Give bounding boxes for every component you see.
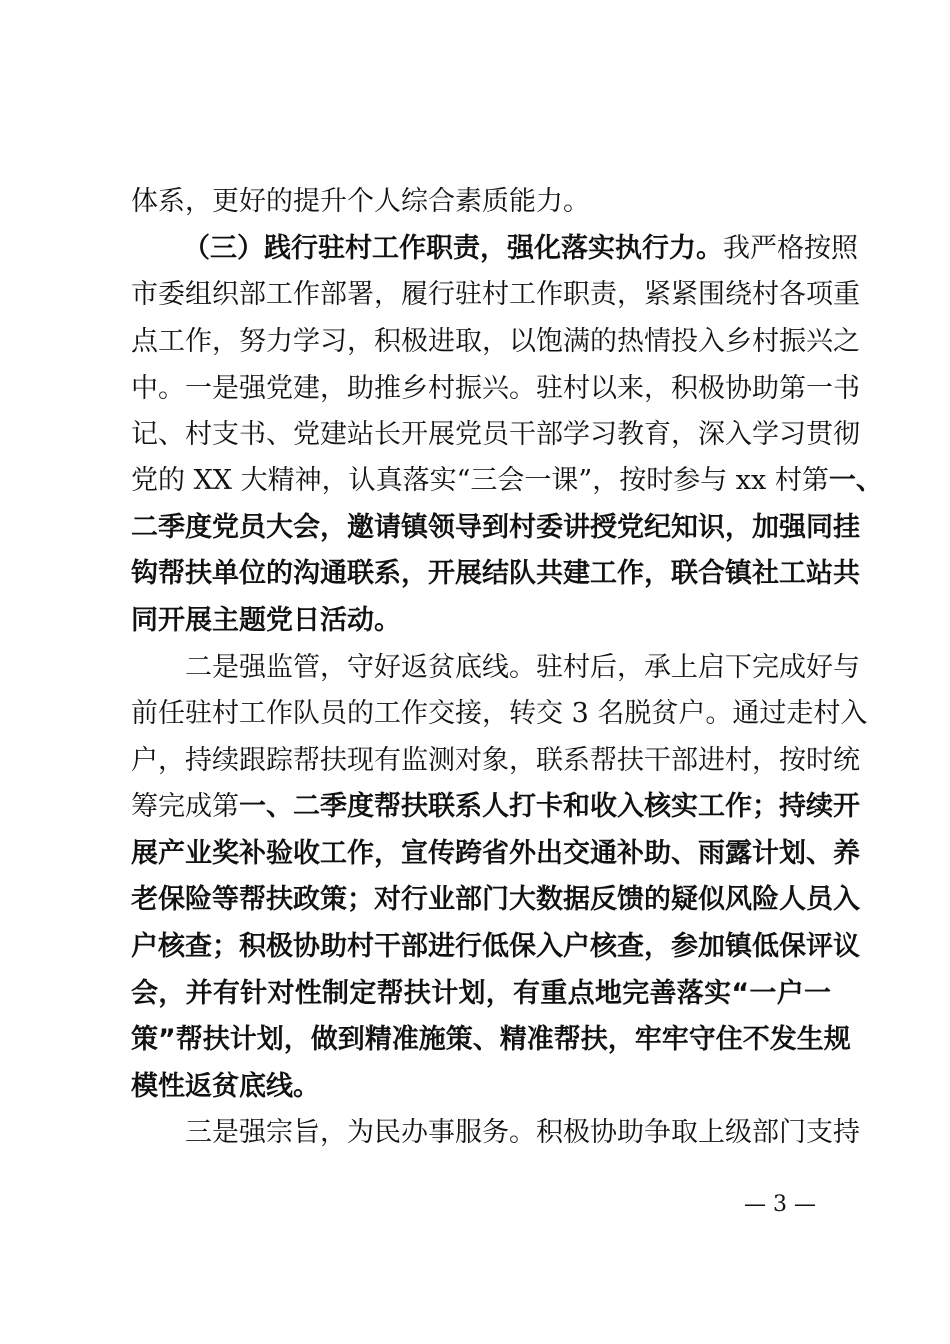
line-text: 党的 XX 大精神，认真落实“三会一课”，按时参与 xx 村第 <box>131 465 829 496</box>
line-text: 钩帮扶单位的沟通联系，开展结队共建工作，联合镇社工站共 <box>131 558 860 589</box>
text-line <box>131 601 831 641</box>
line-text: 二是强监管，守好返贫底线。驻村后，承上启下完成好与 <box>185 652 860 683</box>
text-line <box>131 1067 831 1107</box>
line-text: 筹完成第 <box>131 791 239 822</box>
paragraph-start-line <box>185 1113 860 1153</box>
text-line <box>131 741 860 781</box>
line-text: 模性返贫底线。 <box>131 1071 320 1102</box>
text-line <box>131 880 860 920</box>
line-text: 市委组织部工作部署，履行驻村工作职责，紧紧围绕村各项重 <box>131 279 860 310</box>
line-text: 户核查；积极协助村干部进行低保入户核查，参加镇低保评议 <box>131 931 860 962</box>
line-text-bold: 一、 <box>828 465 883 496</box>
page-number: — 3 — <box>744 1192 816 1217</box>
line-text: 中。一是强党建，助推乡村振兴。驻村以来，积极协助第一书 <box>131 373 860 404</box>
text-line <box>131 927 860 967</box>
text-line <box>131 508 860 548</box>
paragraph-start-line <box>185 648 860 688</box>
text-line <box>131 834 860 874</box>
line-text: 点工作，努力学习，积极进取，以饱满的热情投入乡村振兴之 <box>131 326 860 357</box>
line-text: 三是强宗旨，为民办事服务。积极协助争取上级部门支持 <box>185 1117 860 1148</box>
text-line <box>131 554 860 594</box>
line-text: 展产业奖补验收工作，宣传跨省外出交通补助、雨露计划、养 <box>131 838 860 869</box>
line-text: 体系，更好的提升个人综合素质能力。 <box>131 186 590 217</box>
text-line <box>131 369 860 409</box>
line-text: 会，并有针对性制定帮扶计划，有重点地完善落实“一户一 <box>131 978 831 1009</box>
line-text: 策”帮扶计划，做到精准施策、精准帮扶，牢牢守住不发生规 <box>131 1024 851 1055</box>
text-line <box>131 415 860 455</box>
text-line <box>131 322 860 362</box>
text-line <box>131 787 860 827</box>
text-line <box>131 1020 851 1060</box>
section-heading: （三）践行驻村工作职责，强化落实执行力。 <box>183 233 723 264</box>
line-text: 前任驻村工作队员的工作交接，转交 3 名脱贫户。通过走村入 <box>131 698 868 729</box>
line-text: 我严格按照 <box>723 233 858 264</box>
line-text: 记、村支书、党建站长开展党员干部学习教育，深入学习贯彻 <box>131 419 860 450</box>
line-text: 同开展主题党日活动。 <box>131 605 401 636</box>
text-line <box>131 182 831 222</box>
line-text: 户，持续跟踪帮扶现有监测对象，联系帮扶干部进村，按时统 <box>131 745 860 776</box>
text-line <box>131 974 831 1014</box>
text-line <box>131 275 860 315</box>
line-text: 二季度党员大会，邀请镇领导到村委讲授党纪知识，加强同挂 <box>131 512 860 543</box>
line-text: 老保险等帮扶政策；对行业部门大数据反馈的疑似风险人员入 <box>131 884 860 915</box>
text-line <box>131 694 868 734</box>
line-text-bold: 一、二季度帮扶联系人打卡和收入核实工作；持续开 <box>239 791 860 822</box>
section-heading-line <box>183 229 858 269</box>
text-line <box>131 461 883 501</box>
